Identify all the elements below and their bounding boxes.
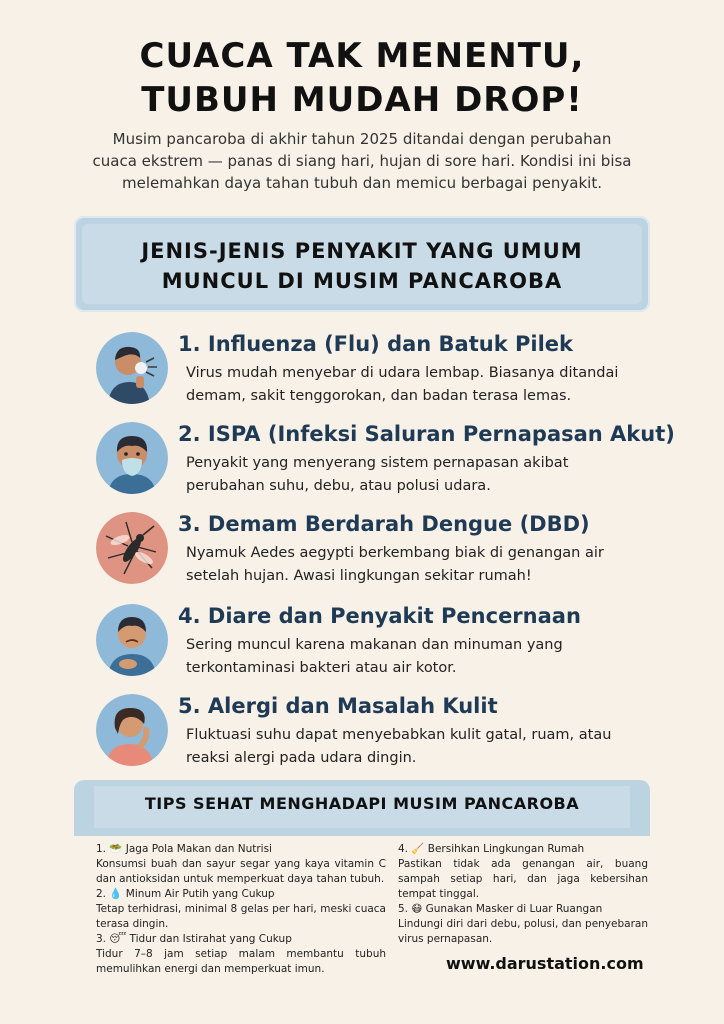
disease-title: 2. ISPA (Infeksi Saluran Pernapasan Akut): [178, 422, 675, 446]
mosquito-icon: [96, 512, 168, 584]
disease-title: 3. Demam Berdarah Dengue (DBD): [178, 512, 590, 536]
tip-item: [398, 902, 648, 947]
scratching-girl-icon: [96, 694, 168, 766]
tip-heading: 3. 😴 Tidur dan Istirahat yang Cukup: [96, 933, 292, 945]
tip-body: Tidur 7–8 jam setiap malam membantu tubuh memulihkan energi dan memperkuat imun.: [96, 948, 386, 975]
tip-heading: 5. 😷 Gunakan Masker di Luar Ruangan: [398, 903, 603, 915]
tip-body: Lindungi diri dari debu, polusi, dan penyebaran virus pernapasan.: [398, 918, 648, 945]
section-banner: [74, 216, 650, 312]
tip-body: Pastikan tidak ada genangan air, buang sampah setiap hari, dan jaga kebersihan tempat tinggal.: [398, 858, 648, 900]
disease-description: Fluktuasi suhu dapat menyebabkan kulit gatal, ruam, atau reaksi alergi pada udara dingin.: [186, 727, 612, 766]
disease-item: [96, 332, 656, 422]
tip-heading: 1. 🥗 Jaga Pola Makan dan Nutrisi: [96, 843, 272, 855]
disease-title: 4. Diare dan Penyakit Pencernaan: [178, 604, 581, 628]
disease-description: Penyakit yang menyerang sistem pernapasan akibat perubahan suhu, debu, atau polusi udara.: [186, 455, 569, 494]
disease-item: [96, 512, 656, 602]
section-banner-line-2: MUNCUL DI MUSIM PANCAROBA: [161, 269, 563, 293]
disease-description: Nyamuk Aedes aegypti berkembang biak di genangan air setelah hujan. Awasi lingkungan sekitar rumah!: [186, 545, 604, 584]
disease-item: [96, 422, 675, 512]
disease-title: 1. Influenza (Flu) dan Batuk Pilek: [178, 332, 573, 356]
tip-item: [96, 932, 386, 977]
disease-item: [96, 694, 656, 784]
page-title: [0, 34, 724, 122]
intro-text: Musim pancaroba di akhir tahun 2025 ditandai dengan perubahan cuaca ekstrem — panas di siang hari, hujan di sore hari. Kondisi ini bisa melemahkan daya tahan tubuh dan memicu berbagai penyakit.: [92, 130, 632, 192]
tips-left-column: [96, 842, 386, 977]
stomach-ache-boy-icon: [96, 604, 168, 676]
tip-body: Tetap terhidrasi, minimal 8 gelas per hari, meski cuaca terasa dingin.: [96, 903, 386, 930]
tips-title: TIPS SEHAT MENGHADAPI MUSIM PANCAROBA: [144, 794, 580, 813]
tip-heading: 4. 🧹 Bersihkan Lingkungan Rumah: [398, 843, 585, 855]
disease-description: Virus mudah menyebar di udara lembap. Biasanya ditandai demam, sakit tenggorokan, dan badan terasa lemas.: [186, 365, 619, 404]
title-line-1: CUACA TAK MENENTU,: [139, 36, 585, 76]
title-line-2: TUBUH MUDAH DROP!: [141, 80, 583, 120]
tip-item: [398, 842, 648, 902]
disease-item: [96, 604, 656, 694]
disease-title: 5. Alergi dan Masalah Kulit: [178, 694, 498, 718]
tips-banner: [74, 780, 650, 836]
disease-description: Sering muncul karena makanan dan minuman yang terkontaminasi bakteri atau air kotor.: [186, 637, 563, 676]
tip-item: [96, 887, 386, 932]
website-link[interactable]: www.darustation.com: [446, 954, 644, 973]
sneezing-person-icon: [96, 332, 168, 404]
tip-item: [96, 842, 386, 887]
section-banner-line-1: JENIS-JENIS PENYAKIT YANG UMUM: [141, 239, 583, 263]
masked-boy-icon: [96, 422, 168, 494]
tip-heading: 2. 💧 Minum Air Putih yang Cukup: [96, 888, 275, 900]
tips-right-column: [398, 842, 648, 947]
tip-body: Konsumsi buah dan sayur segar yang kaya vitamin C dan antioksidan untuk memperkuat daya tahan tubuh.: [96, 858, 386, 885]
